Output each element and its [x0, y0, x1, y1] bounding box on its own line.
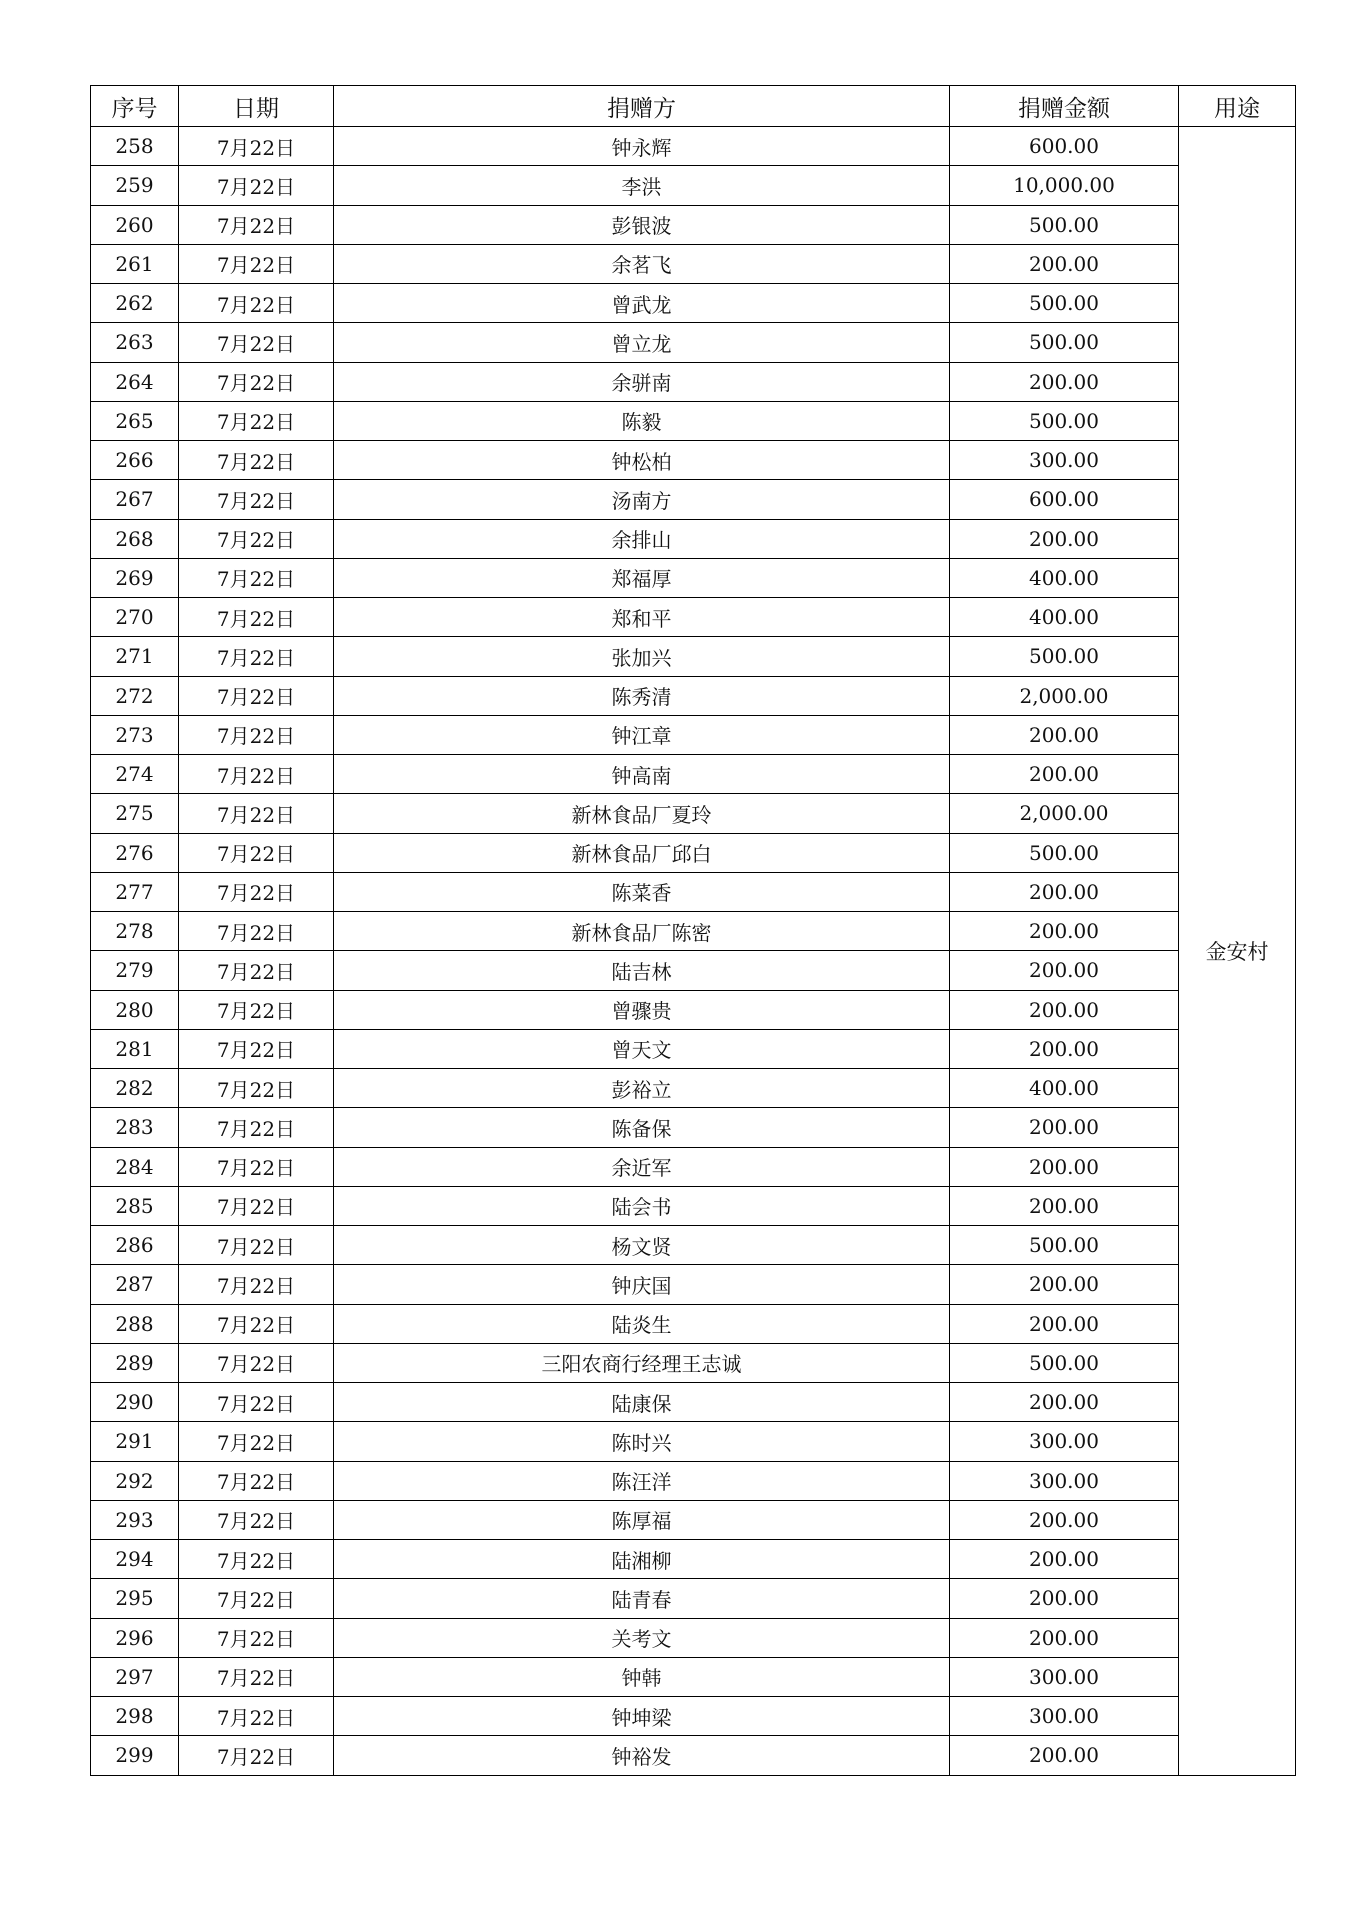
table-row: [91, 637, 1296, 676]
cell-amount: 200.00: [950, 912, 1179, 951]
cell-amount: 500.00: [950, 833, 1179, 872]
cell-seq: 278: [91, 912, 179, 951]
cell-date: 7月22日: [179, 872, 334, 911]
cell-amount: 300.00: [950, 1422, 1179, 1461]
cell-amount: 2,000.00: [950, 676, 1179, 715]
cell-seq: 298: [91, 1697, 179, 1736]
table-row: [91, 284, 1296, 323]
cell-seq: 285: [91, 1186, 179, 1225]
cell-date: 7月22日: [179, 127, 334, 166]
cell-amount: 300.00: [950, 1697, 1179, 1736]
cell-date: 7月22日: [179, 676, 334, 715]
cell-date: 7月22日: [179, 1069, 334, 1108]
cell-donor: 钟高南: [334, 755, 950, 794]
table-row: [91, 1304, 1296, 1343]
cell-seq: 260: [91, 205, 179, 244]
cell-seq: 284: [91, 1147, 179, 1186]
cell-date: 7月22日: [179, 519, 334, 558]
table-row: [91, 951, 1296, 990]
table-row: [91, 1657, 1296, 1696]
table-row: [91, 1343, 1296, 1382]
donation-table: [90, 85, 1296, 1776]
cell-donor: 钟裕发: [334, 1736, 950, 1775]
table-row: [91, 127, 1296, 166]
cell-date: 7月22日: [179, 1186, 334, 1225]
cell-donor: 杨文贤: [334, 1226, 950, 1265]
cell-amount: 500.00: [950, 1226, 1179, 1265]
cell-seq: 268: [91, 519, 179, 558]
table-body: [91, 127, 1296, 1776]
table-row: [91, 244, 1296, 283]
cell-donor: 陈秀清: [334, 676, 950, 715]
cell-donor: 郑福厚: [334, 558, 950, 597]
table-row: [91, 1579, 1296, 1618]
cell-seq: 276: [91, 833, 179, 872]
cell-date: 7月22日: [179, 912, 334, 951]
cell-seq: 270: [91, 598, 179, 637]
cell-donor: 郑和平: [334, 598, 950, 637]
header-amount: 捐赠金额: [950, 86, 1179, 127]
table-row: [91, 1147, 1296, 1186]
cell-donor: 陆青春: [334, 1579, 950, 1618]
cell-date: 7月22日: [179, 1736, 334, 1775]
cell-date: 7月22日: [179, 558, 334, 597]
table-row: [91, 1108, 1296, 1147]
cell-donor: 曾立龙: [334, 323, 950, 362]
cell-seq: 288: [91, 1304, 179, 1343]
header-usage: 用途: [1179, 86, 1296, 127]
cell-amount: 200.00: [950, 362, 1179, 401]
cell-date: 7月22日: [179, 166, 334, 205]
cell-donor: 新林食品厂陈密: [334, 912, 950, 951]
cell-amount: 400.00: [950, 1069, 1179, 1108]
cell-date: 7月22日: [179, 990, 334, 1029]
table-row: [91, 598, 1296, 637]
cell-seq: 261: [91, 244, 179, 283]
cell-date: 7月22日: [179, 755, 334, 794]
cell-donor: 余近军: [334, 1147, 950, 1186]
cell-date: 7月22日: [179, 1618, 334, 1657]
table-row: [91, 755, 1296, 794]
cell-date: 7月22日: [179, 1500, 334, 1539]
cell-date: 7月22日: [179, 1540, 334, 1579]
cell-seq: 279: [91, 951, 179, 990]
cell-amount: 200.00: [950, 1500, 1179, 1539]
cell-amount: 400.00: [950, 598, 1179, 637]
cell-amount: 500.00: [950, 1343, 1179, 1382]
table-row: [91, 1500, 1296, 1539]
cell-seq: 286: [91, 1226, 179, 1265]
cell-donor: 彭裕立: [334, 1069, 950, 1108]
cell-seq: 266: [91, 441, 179, 480]
table-row: [91, 1422, 1296, 1461]
table-row: [91, 794, 1296, 833]
cell-donor: 陆康保: [334, 1383, 950, 1422]
cell-seq: 277: [91, 872, 179, 911]
cell-donor: 余茗飞: [334, 244, 950, 283]
cell-seq: 294: [91, 1540, 179, 1579]
cell-amount: 200.00: [950, 755, 1179, 794]
cell-seq: 295: [91, 1579, 179, 1618]
cell-amount: 200.00: [950, 990, 1179, 1029]
table-row: [91, 480, 1296, 519]
cell-date: 7月22日: [179, 1343, 334, 1382]
cell-amount: 200.00: [950, 1186, 1179, 1225]
cell-seq: 283: [91, 1108, 179, 1147]
cell-donor: 钟韩: [334, 1657, 950, 1696]
table-row: [91, 362, 1296, 401]
table-row: [91, 1736, 1296, 1775]
cell-date: 7月22日: [179, 1147, 334, 1186]
header-seq: 序号: [91, 86, 179, 127]
cell-donor: 陆炎生: [334, 1304, 950, 1343]
cell-amount: 200.00: [950, 1265, 1179, 1304]
cell-donor: 钟庆国: [334, 1265, 950, 1304]
cell-donor: 李洪: [334, 166, 950, 205]
cell-donor: 张加兴: [334, 637, 950, 676]
cell-amount: 500.00: [950, 401, 1179, 440]
cell-seq: 272: [91, 676, 179, 715]
cell-date: 7月22日: [179, 244, 334, 283]
table-row: [91, 1265, 1296, 1304]
cell-donor: 汤南方: [334, 480, 950, 519]
cell-date: 7月22日: [179, 1029, 334, 1068]
cell-date: 7月22日: [179, 794, 334, 833]
table-row: [91, 872, 1296, 911]
cell-donor: 钟永辉: [334, 127, 950, 166]
cell-seq: 287: [91, 1265, 179, 1304]
cell-seq: 296: [91, 1618, 179, 1657]
cell-amount: 200.00: [950, 715, 1179, 754]
cell-amount: 400.00: [950, 558, 1179, 597]
table-row: [91, 441, 1296, 480]
cell-donor: 钟江章: [334, 715, 950, 754]
cell-donor: 钟坤梁: [334, 1697, 950, 1736]
header-row: [91, 86, 1296, 127]
cell-seq: 292: [91, 1461, 179, 1500]
cell-amount: 500.00: [950, 637, 1179, 676]
cell-date: 7月22日: [179, 205, 334, 244]
cell-amount: 200.00: [950, 1540, 1179, 1579]
cell-date: 7月22日: [179, 1265, 334, 1304]
cell-date: 7月22日: [179, 951, 334, 990]
cell-donor: 陈菜香: [334, 872, 950, 911]
cell-seq: 275: [91, 794, 179, 833]
cell-amount: 500.00: [950, 323, 1179, 362]
table-row: [91, 1618, 1296, 1657]
table-row: [91, 558, 1296, 597]
cell-seq: 281: [91, 1029, 179, 1068]
cell-date: 7月22日: [179, 1697, 334, 1736]
cell-date: 7月22日: [179, 598, 334, 637]
cell-seq: 271: [91, 637, 179, 676]
cell-date: 7月22日: [179, 1657, 334, 1696]
cell-seq: 274: [91, 755, 179, 794]
table-row: [91, 1029, 1296, 1068]
table-row: [91, 1069, 1296, 1108]
cell-amount: 10,000.00: [950, 166, 1179, 205]
table-row: [91, 1697, 1296, 1736]
cell-amount: 200.00: [950, 1108, 1179, 1147]
cell-seq: 291: [91, 1422, 179, 1461]
cell-donor: 曾武龙: [334, 284, 950, 323]
cell-donor: 余排山: [334, 519, 950, 558]
cell-date: 7月22日: [179, 441, 334, 480]
cell-amount: 200.00: [950, 951, 1179, 990]
table-row: [91, 519, 1296, 558]
cell-seq: 299: [91, 1736, 179, 1775]
cell-date: 7月22日: [179, 1108, 334, 1147]
cell-date: 7月22日: [179, 1461, 334, 1500]
cell-donor: 关考文: [334, 1618, 950, 1657]
cell-amount: 600.00: [950, 127, 1179, 166]
cell-seq: 289: [91, 1343, 179, 1382]
table-row: [91, 166, 1296, 205]
cell-donor: 三阳农商行经理王志诚: [334, 1343, 950, 1382]
cell-donor: 曾骤贵: [334, 990, 950, 1029]
cell-donor: 陈毅: [334, 401, 950, 440]
cell-date: 7月22日: [179, 1422, 334, 1461]
cell-date: 7月22日: [179, 1304, 334, 1343]
cell-amount: 200.00: [950, 1304, 1179, 1343]
cell-seq: 265: [91, 401, 179, 440]
cell-date: 7月22日: [179, 715, 334, 754]
cell-seq: 262: [91, 284, 179, 323]
header-date: 日期: [179, 86, 334, 127]
cell-seq: 293: [91, 1500, 179, 1539]
cell-amount: 500.00: [950, 284, 1179, 323]
cell-donor: 新林食品厂邱白: [334, 833, 950, 872]
table-row: [91, 1383, 1296, 1422]
table-row: [91, 401, 1296, 440]
cell-amount: 200.00: [950, 1618, 1179, 1657]
cell-amount: 200.00: [950, 1029, 1179, 1068]
table-row: [91, 323, 1296, 362]
cell-amount: 200.00: [950, 1147, 1179, 1186]
cell-amount: 300.00: [950, 441, 1179, 480]
cell-amount: 200.00: [950, 872, 1179, 911]
cell-amount: 200.00: [950, 244, 1179, 283]
table-row: [91, 1226, 1296, 1265]
cell-amount: 300.00: [950, 1657, 1179, 1696]
cell-donor: 曾天文: [334, 1029, 950, 1068]
table-row: [91, 833, 1296, 872]
cell-donor: 陆湘柳: [334, 1540, 950, 1579]
cell-date: 7月22日: [179, 362, 334, 401]
cell-date: 7月22日: [179, 480, 334, 519]
cell-donor: 陈汪洋: [334, 1461, 950, 1500]
table-row: [91, 912, 1296, 951]
table-row: [91, 1186, 1296, 1225]
cell-amount: 200.00: [950, 519, 1179, 558]
cell-seq: 264: [91, 362, 179, 401]
cell-amount: 200.00: [950, 1736, 1179, 1775]
cell-seq: 273: [91, 715, 179, 754]
cell-amount: 200.00: [950, 1383, 1179, 1422]
cell-date: 7月22日: [179, 1226, 334, 1265]
cell-seq: 259: [91, 166, 179, 205]
table-row: [91, 1540, 1296, 1579]
cell-seq: 280: [91, 990, 179, 1029]
cell-donor: 陆会书: [334, 1186, 950, 1225]
cell-seq: 290: [91, 1383, 179, 1422]
cell-donor: 陈备保: [334, 1108, 950, 1147]
cell-donor: 陈时兴: [334, 1422, 950, 1461]
cell-date: 7月22日: [179, 637, 334, 676]
cell-date: 7月22日: [179, 323, 334, 362]
cell-seq: 267: [91, 480, 179, 519]
header-donor: 捐赠方: [334, 86, 950, 127]
cell-amount: 2,000.00: [950, 794, 1179, 833]
cell-date: 7月22日: [179, 833, 334, 872]
cell-seq: 269: [91, 558, 179, 597]
table-row: [91, 205, 1296, 244]
table-row: [91, 990, 1296, 1029]
table-row: [91, 715, 1296, 754]
cell-seq: 282: [91, 1069, 179, 1108]
cell-amount: 600.00: [950, 480, 1179, 519]
cell-donor: 陆吉林: [334, 951, 950, 990]
cell-donor: 陈厚福: [334, 1500, 950, 1539]
cell-donor: 余骈南: [334, 362, 950, 401]
cell-seq: 297: [91, 1657, 179, 1696]
table-row: [91, 1461, 1296, 1500]
cell-amount: 200.00: [950, 1579, 1179, 1618]
cell-donor: 新林食品厂夏玲: [334, 794, 950, 833]
cell-donor: 钟松柏: [334, 441, 950, 480]
cell-date: 7月22日: [179, 1579, 334, 1618]
cell-amount: 300.00: [950, 1461, 1179, 1500]
cell-date: 7月22日: [179, 1383, 334, 1422]
cell-donor: 彭银波: [334, 205, 950, 244]
table-row: [91, 676, 1296, 715]
cell-date: 7月22日: [179, 401, 334, 440]
cell-amount: 500.00: [950, 205, 1179, 244]
cell-date: 7月22日: [179, 284, 334, 323]
cell-usage: 金安村: [1179, 127, 1296, 1776]
cell-seq: 258: [91, 127, 179, 166]
cell-seq: 263: [91, 323, 179, 362]
